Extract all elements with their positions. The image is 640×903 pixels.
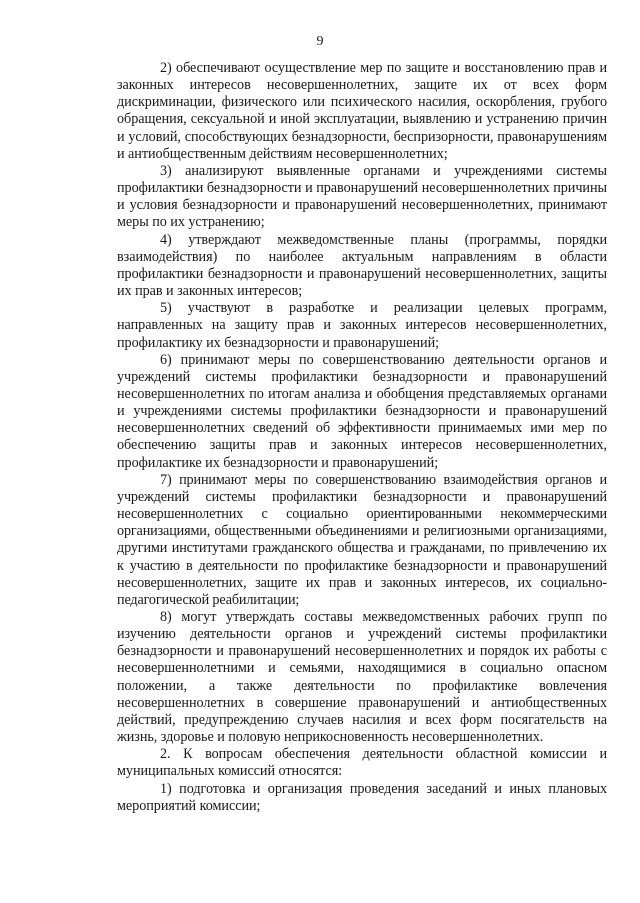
- paragraph-section-2: 2. К вопросам обеспечения деятельности областной комиссии и муниципальных комиссий относятся:: [117, 746, 607, 780]
- paragraph-subitem-1: 1) подготовка и организация проведения заседаний и иных плановых мероприятий комиссии;: [117, 780, 607, 814]
- paragraph-item-4: 4) утверждают межведомственные планы (программы, порядки взаимодействия) по наиболее актуальным направлениям в области профилактики безнадзорности и правонарушений несовершеннолетних, защиты их прав и законных интересов;: [117, 231, 607, 300]
- paragraph-item-3: 3) анализируют выявленные органами и учреждениями системы профилактики безнадзорности и правонарушений несовершеннолетних причины и условия безнадзорности и правонарушений несовершеннолетних, принимают меры по их устранению;: [117, 162, 607, 231]
- document-body: [117, 60, 607, 815]
- page-number: 9: [316, 34, 324, 49]
- paragraph-item-5: 5) участвуют в разработке и реализации целевых программ, направленных на защиту прав и законных интересов несовершеннолетних, профилактику их безнадзорности и правонарушений;: [117, 300, 607, 351]
- paragraph-item-2: 2) обеспечивают осуществление мер по защите и восстановлению прав и законных интересов несовершеннолетних, защите их от всех форм дискриминации, физического или психического насилия, оскорбления, грубого обращения, сексуальной и иной эксплуатации, выявлению и устранению причин и условий, способствующих безнадзорности, беспризорности, правонарушениям и антиобщественным действиям несовершеннолетних;: [117, 60, 607, 162]
- paragraph-item-8: 8) могут утверждать составы межведомственных рабочих групп по изучению деятельности органов и учреждений системы профилактики безнадзорности и правонарушений несовершеннолетних и порядок их работы с несовершеннолетними и семьями, находящимися в социально опасном положении, а также деятельности по профилактике вовлечения несовершеннолетних в совершение правонарушений и антиобщественных действий, предупреждению случаев насилия и всех форм посягательств на жизнь, здоровье и половую неприкосновенность несовершеннолетних.: [117, 609, 607, 746]
- paragraph-item-7: 7) принимают меры по совершенствованию взаимодействия органов и учреждений системы профилактики безнадзорности и правонарушений несовершеннолетних с социально ориентированными некоммерческими организациями, общественными объединениями и религиозными организациями, другими институтами гражданского общества и гражданами, по привлечению их к участию в деятельности по профилактике безнадзорности и правонарушений несовершеннолетних, защите их прав и законных интересов, их социально-педагогической реабилитации;: [117, 471, 607, 608]
- paragraph-item-6: 6) принимают меры по совершенствованию деятельности органов и учреждений системы профилактики безнадзорности и правонарушений несовершеннолетних по итогам анализа и обобщения представляемых органами и учреждениями системы профилактики безнадзорности и правонарушений несовершеннолетних сведений об эффективности принимаемых ими мер по обеспечению защиты прав и законных интересов несовершеннолетних, профилактике их безнадзорности и правонарушений;: [117, 351, 607, 471]
